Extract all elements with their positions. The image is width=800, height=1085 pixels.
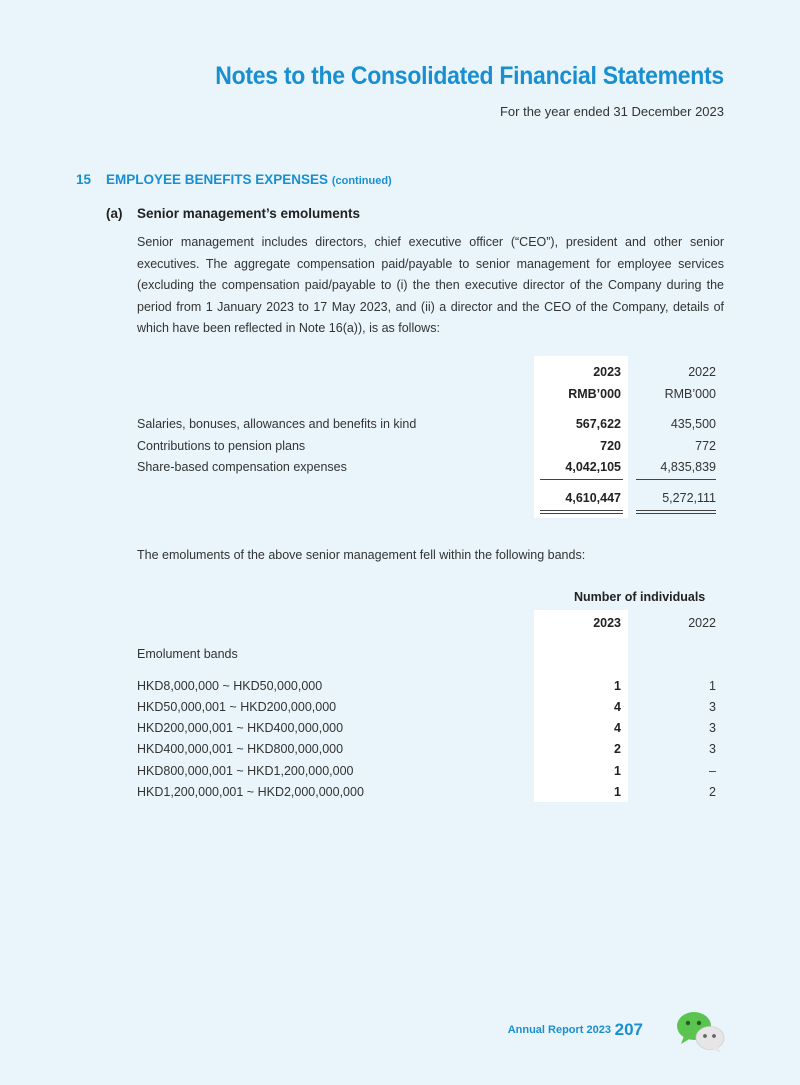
table2-header-year: [137, 613, 724, 633]
section-continued: (continued): [331, 175, 392, 187]
band-label: HKD50,000,001 ~ HKD200,000,000: [137, 700, 337, 714]
total-rule-2023-b: [540, 513, 623, 514]
band-count-2023: 4: [614, 700, 621, 714]
band-count-2022: 3: [709, 700, 716, 714]
table2-row-header: [137, 644, 724, 664]
subtotal-rule-2022: [636, 479, 716, 480]
subtotal-rule-2023: [540, 479, 623, 480]
band-count-2022: 3: [709, 742, 716, 756]
subsection-paragraph: Senior management includes directors, chief executive officer (“CEO”), president and other senior executives. The aggregate compensation paid/payable to senior management for employee services (excluding the compensation paid/payable to (i) the then executive director of the Company during the period from 1 January 2023 to 17 May 2023, and (ii) a director and the CEO of the Company, details of which have been reflected in Note 16(a)), is as follows:: [137, 235, 724, 335]
footer-report-label: Annual Report 2023: [507, 1024, 611, 1036]
table1-header-year: [137, 362, 724, 382]
table1-unit-2023: RMB’000: [568, 387, 621, 401]
section-heading: [76, 172, 392, 187]
band-label: HKD800,000,001 ~ HKD1,200,000,000: [137, 764, 354, 778]
band-count-2022: 3: [709, 721, 716, 735]
subsection-title: Senior management’s emoluments: [137, 206, 361, 221]
table1-header-unit: [137, 384, 724, 404]
emolument-bands-label: Emolument bands: [137, 647, 238, 661]
bands-intro: The emoluments of the above senior management fell within the following bands:: [137, 548, 586, 562]
row-label: Contributions to pension plans: [137, 439, 306, 453]
table-row: [137, 739, 724, 759]
band-count-2022: 1: [709, 679, 716, 693]
section-title: EMPLOYEE BENEFITS EXPENSES: [106, 172, 329, 187]
table-row: [137, 457, 724, 477]
table-row: [137, 782, 724, 802]
table-row: [137, 414, 724, 434]
band-count-2022: –: [709, 764, 716, 778]
band-count-2023: 1: [614, 679, 621, 693]
footer-page-number: 207: [614, 1020, 643, 1039]
total-rule-2022-a: [636, 510, 716, 511]
total-2023: 4,610,447: [565, 491, 621, 505]
row-label: Share-based compensation expenses: [137, 460, 347, 474]
table1-unit-2022: RMB’000: [664, 387, 716, 401]
row-value-2023: 4,042,105: [565, 460, 621, 474]
section-number: 15: [76, 172, 92, 187]
table-row: [137, 697, 724, 717]
row-value-2023: 567,622: [575, 417, 621, 431]
band-label: HKD400,000,001 ~ HKD800,000,000: [137, 742, 344, 756]
band-count-2022: 2: [709, 785, 716, 799]
table2-col-2022: 2022: [688, 616, 716, 630]
table-row: [137, 761, 724, 781]
band-label: HKD200,000,001 ~ HKD400,000,000: [137, 721, 344, 735]
row-label: Salaries, bonuses, allowances and benefits in kind: [137, 417, 417, 431]
band-label: HKD1,200,000,001 ~ HKD2,000,000,000: [137, 785, 364, 799]
band-label: HKD8,000,000 ~ HKD50,000,000: [137, 679, 323, 693]
row-value-2022: 4,835,839: [660, 460, 716, 474]
row-value-2023: 720: [600, 439, 621, 453]
subsection-heading: [106, 206, 360, 221]
table-row: [137, 676, 724, 696]
row-value-2022: 772: [695, 439, 716, 453]
table-row: [137, 718, 724, 738]
row-value-2022: 435,500: [670, 417, 716, 431]
table-row: [137, 436, 724, 456]
page-subtitle: For the year ended 31 December 2023: [499, 104, 724, 119]
total-rule-2023-a: [540, 510, 623, 511]
band-count-2023: 4: [614, 721, 621, 735]
band-count-2023: 1: [614, 764, 621, 778]
page-title: Notes to the Consolidated Financial Statements: [215, 62, 724, 90]
band-count-2023: 2: [614, 742, 621, 756]
table2-group-header: Number of individuals: [574, 590, 706, 604]
table2-col-2023: 2023: [593, 616, 621, 630]
table1-total-row: [137, 488, 724, 508]
total-rule-2022-b: [636, 513, 716, 514]
subsection-letter: (a): [106, 206, 123, 221]
table1-col-2022: 2022: [688, 365, 716, 379]
total-2022: 5,272,111: [662, 491, 716, 505]
chat-bubbles-icon: [676, 1010, 726, 1059]
band-count-2023: 1: [614, 785, 621, 799]
table1-col-2023: 2023: [593, 365, 621, 379]
